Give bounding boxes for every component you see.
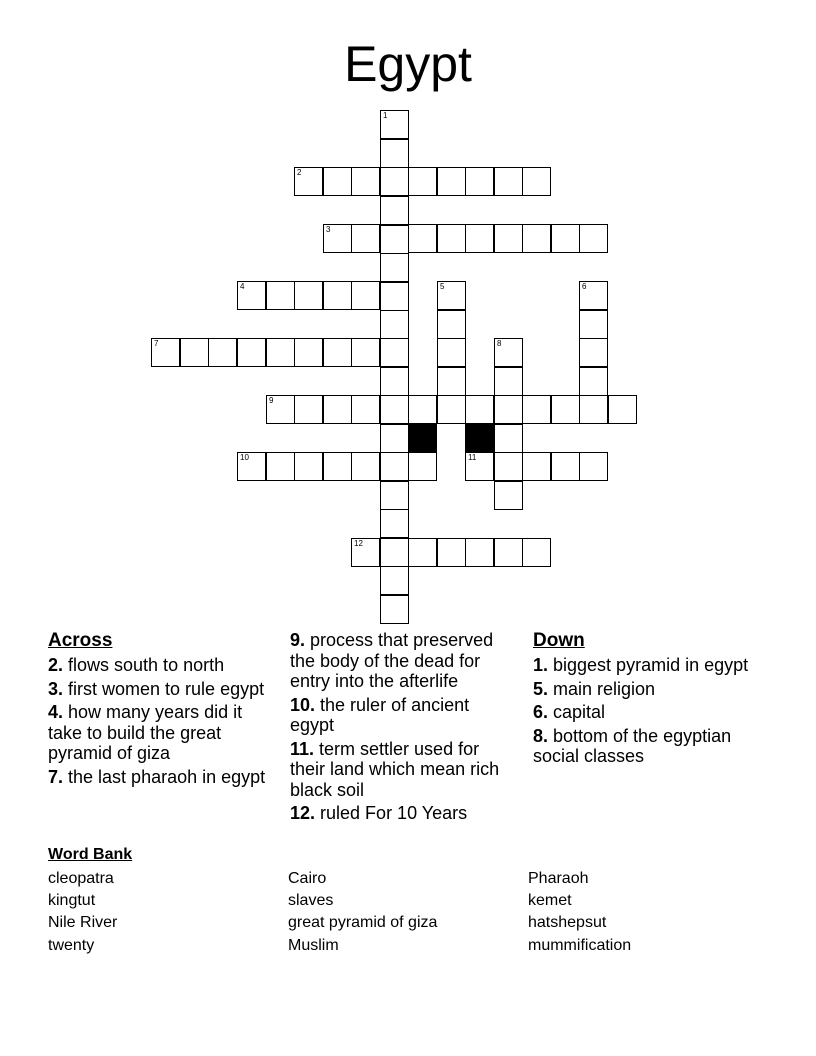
grid-cell[interactable] xyxy=(437,224,466,253)
clue-number: 6 xyxy=(582,282,587,291)
word-bank-item: Pharaoh xyxy=(528,870,589,887)
grid-cell[interactable] xyxy=(266,452,295,481)
word-bank-item: Nile River xyxy=(48,914,118,931)
grid-cell[interactable] xyxy=(351,452,380,481)
grid-cell[interactable] xyxy=(494,167,523,196)
grid-cell[interactable] xyxy=(180,338,209,367)
grid-cell[interactable] xyxy=(323,167,352,196)
word-bank-item: kemet xyxy=(528,892,572,909)
word-bank-item: twenty xyxy=(48,937,95,954)
grid-cell[interactable] xyxy=(437,281,466,310)
clue-number: 1 xyxy=(383,111,388,120)
down-clues-column xyxy=(533,630,758,770)
grid-cell[interactable] xyxy=(323,224,352,253)
grid-cell[interactable] xyxy=(351,395,380,424)
clue-number: 8 xyxy=(497,339,502,348)
clue-down-6: 6. capital xyxy=(533,702,606,722)
grid-cell[interactable] xyxy=(408,538,437,567)
grid-cell[interactable] xyxy=(551,395,580,424)
clue-across-10: 10. the ruler of ancient egypt xyxy=(290,694,470,735)
grid-cell[interactable] xyxy=(323,281,352,310)
grid-cell[interactable] xyxy=(294,395,323,424)
grid-cell[interactable] xyxy=(380,538,409,567)
grid-cell[interactable] xyxy=(437,310,466,339)
grid-cell[interactable] xyxy=(408,452,437,481)
clue-number: 12 xyxy=(354,539,363,548)
grid-cell[interactable] xyxy=(579,224,608,253)
grid-cell[interactable] xyxy=(380,167,409,196)
grid-cell[interactable] xyxy=(380,338,409,367)
grid-cell[interactable] xyxy=(380,395,409,424)
grid-cell[interactable] xyxy=(494,395,523,424)
black-cell xyxy=(465,424,494,453)
grid-cell[interactable] xyxy=(437,338,466,367)
grid-cell[interactable] xyxy=(380,253,409,282)
grid-cell[interactable] xyxy=(437,395,466,424)
clue-number: 7 xyxy=(154,339,159,348)
grid-cell[interactable] xyxy=(408,167,437,196)
clue-number: 11 xyxy=(468,453,477,462)
word-bank-item: Cairo xyxy=(288,870,327,887)
grid-cell[interactable] xyxy=(494,224,523,253)
clue-across-2: 2. flows south to north xyxy=(48,655,225,675)
across-heading: Across xyxy=(48,630,113,651)
grid-cell[interactable] xyxy=(380,367,409,396)
grid-cell[interactable] xyxy=(294,338,323,367)
grid-cell[interactable] xyxy=(408,395,437,424)
grid-cell[interactable] xyxy=(465,167,494,196)
word-bank-item: Muslim xyxy=(288,937,339,954)
clue-across-12: 12. ruled For 10 Years xyxy=(290,803,468,823)
puzzle-title: Egypt xyxy=(344,36,472,92)
word-bank-item: cleopatra xyxy=(48,870,114,887)
word-bank-heading: Word Bank xyxy=(48,846,133,863)
grid-cell[interactable] xyxy=(208,338,237,367)
grid-cell[interactable] xyxy=(380,424,409,453)
grid-cell[interactable] xyxy=(494,338,523,367)
grid-cell[interactable] xyxy=(437,367,466,396)
clue-number: 3 xyxy=(326,225,331,234)
clue-number: 10 xyxy=(240,453,249,462)
grid-cell[interactable] xyxy=(323,395,352,424)
across-clues-column-1 xyxy=(48,630,270,790)
grid-cell[interactable] xyxy=(380,139,409,168)
grid-cell[interactable] xyxy=(351,224,380,253)
grid-cell[interactable] xyxy=(494,424,523,453)
grid-cell[interactable] xyxy=(522,224,551,253)
grid-cell[interactable] xyxy=(380,595,409,624)
grid-cell[interactable] xyxy=(380,110,409,139)
grid-cell[interactable] xyxy=(237,281,266,310)
clue-number: 9 xyxy=(269,396,274,405)
word-bank-item: hatshepsut xyxy=(528,914,607,931)
grid-cell[interactable] xyxy=(437,538,466,567)
grid-cell[interactable] xyxy=(579,395,608,424)
across-clues-column-2 xyxy=(290,630,515,827)
clue-across-3: 3. first women to rule egypt xyxy=(48,678,265,699)
grid-cell[interactable] xyxy=(551,452,580,481)
grid-cell[interactable] xyxy=(579,310,608,339)
grid-cell[interactable] xyxy=(579,452,608,481)
grid-cell[interactable] xyxy=(522,395,551,424)
word-bank-item: mummification xyxy=(528,937,632,954)
grid-cell[interactable] xyxy=(266,395,295,424)
grid-cell[interactable] xyxy=(579,338,608,367)
grid-cell[interactable] xyxy=(380,509,409,538)
grid-cell[interactable] xyxy=(408,224,437,253)
clue-across-11: 11. term settler used for their land which mean rich black soil xyxy=(290,738,500,800)
grid-cell[interactable] xyxy=(465,538,494,567)
grid-cell[interactable] xyxy=(494,481,523,510)
clue-number: 4 xyxy=(240,282,245,291)
grid-cell[interactable] xyxy=(237,452,266,481)
grid-cell[interactable] xyxy=(380,481,409,510)
grid-cell[interactable] xyxy=(551,224,580,253)
clue-down-8: 8. bottom of the egyptian social classes xyxy=(533,725,732,766)
grid-cell[interactable] xyxy=(323,338,352,367)
grid-cell[interactable] xyxy=(380,452,409,481)
grid-cell[interactable] xyxy=(351,538,380,567)
grid-cell[interactable] xyxy=(494,538,523,567)
grid-cell[interactable] xyxy=(522,167,551,196)
grid-cell[interactable] xyxy=(522,538,551,567)
grid-cell[interactable] xyxy=(380,225,409,254)
clue-across-7: 7. the last pharaoh in egypt xyxy=(48,766,266,787)
clue-number: 5 xyxy=(440,282,445,291)
grid-cell[interactable] xyxy=(380,282,409,311)
clue-number: 2 xyxy=(297,168,302,177)
grid-cell[interactable] xyxy=(380,310,409,339)
grid-cell[interactable] xyxy=(522,452,551,481)
grid-cell[interactable] xyxy=(579,367,608,396)
grid-cell[interactable] xyxy=(351,338,380,367)
clue-down-5: 5. main religion xyxy=(533,678,656,699)
grid-cell[interactable] xyxy=(494,367,523,396)
word-bank-item: kingtut xyxy=(48,892,96,909)
black-cell xyxy=(408,424,437,453)
grid-cell[interactable] xyxy=(608,395,637,424)
grid-cell[interactable] xyxy=(151,338,180,367)
grid-cell[interactable] xyxy=(465,395,494,424)
grid-cell[interactable] xyxy=(323,452,352,481)
grid-cell[interactable] xyxy=(294,452,323,481)
clue-across-4: 4. how many years did it take to build the great pyramid of giza xyxy=(48,702,243,763)
grid-cell[interactable] xyxy=(294,167,323,196)
grid-cell[interactable] xyxy=(380,196,409,225)
word-bank-item: great pyramid of giza xyxy=(288,914,438,931)
clue-across-9: 9. process that preserved the body of the dead for entry into the afterlife xyxy=(290,630,494,691)
grid-cell[interactable] xyxy=(266,338,295,367)
grid-cell[interactable] xyxy=(579,281,608,310)
grid-cell[interactable] xyxy=(237,338,266,367)
grid-cell[interactable] xyxy=(465,224,494,253)
grid-cell[interactable] xyxy=(437,167,466,196)
clue-down-1: 1. biggest pyramid in egypt xyxy=(533,655,749,675)
grid-cell[interactable] xyxy=(351,167,380,196)
grid-cell[interactable] xyxy=(380,566,409,595)
grid-cell[interactable] xyxy=(351,281,380,310)
down-heading: Down xyxy=(533,630,585,651)
grid-cell[interactable] xyxy=(294,281,323,310)
grid-cell[interactable] xyxy=(465,452,494,481)
word-bank-item: slaves xyxy=(288,892,334,909)
grid-cell[interactable] xyxy=(266,281,295,310)
grid-cell[interactable] xyxy=(494,452,523,481)
